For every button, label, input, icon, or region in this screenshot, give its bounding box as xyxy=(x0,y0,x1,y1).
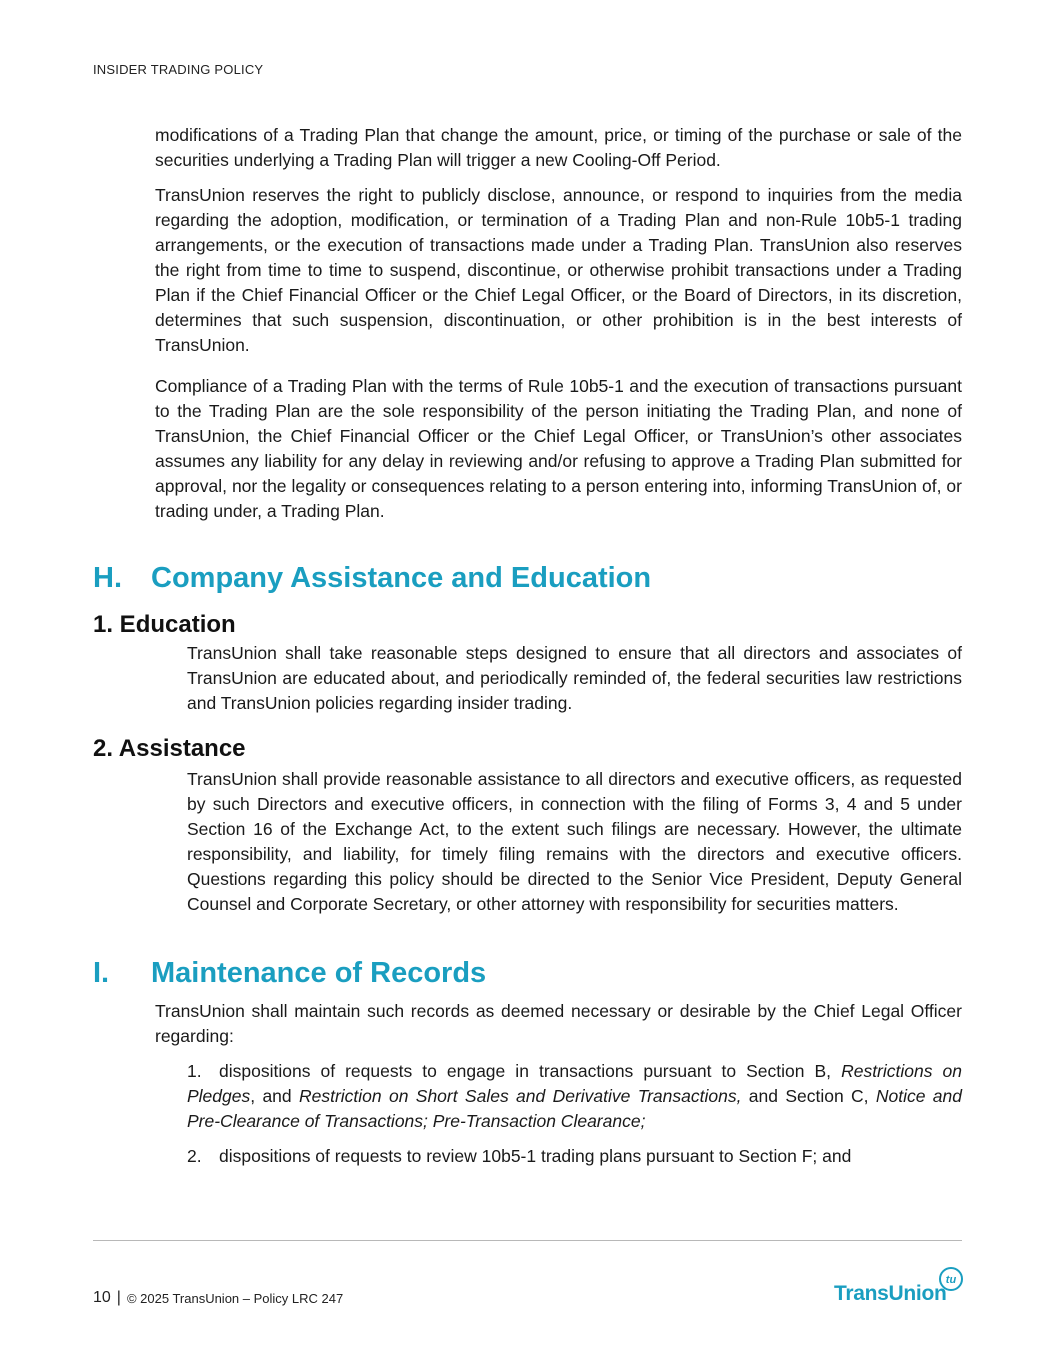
list-item-emphasis: Restrictions on Pledges xyxy=(187,1061,962,1106)
records-intro: TransUnion shall maintain such records as deemed necessary or desirable by the Chief Legal Officer regarding: xyxy=(155,1001,962,1046)
paragraph-disclosure: TransUnion reserves the right to publicly disclose, announce, or respond to inquiries from the media regarding the adoption, modification, or termination of a Trading Plan and non-Rule 10b5-1 trading arrangements, or the execution of transactions made under a Trading Plan. TransUnion also reserves the right from time to time to suspend, discontinue, or otherwise prohibit transactions under a Trading Plan if the Chief Financial Officer or the Chief Legal Officer, or the Board of Directors, in its discretion, determines that such suspension, discontinuation, or other prohibition is in the best interests of TransUnion. xyxy=(155,185,962,355)
page-header: INSIDER TRADING POLICY xyxy=(93,62,264,77)
assistance-body: TransUnion shall provide reasonable assistance to all directors and executive officers, as requested by such Directors and executive officers, in connection with the filing of Forms 3, 4 and 5 under Section 16 of the Exchange Act, to the extent such filings are necessary. However, the ultimate responsibility, and liability, for timely filing remains with the directors and executive officers. Questions regarding this policy should be directed to the Senior Vice President, Deputy General Counsel and Corporate Secretary, or other attorney with responsibility for securities matters. xyxy=(187,769,962,914)
list-item-number: 1. xyxy=(187,1061,202,1081)
logo-badge-text: tu xyxy=(945,1274,957,1286)
transunion-logo xyxy=(834,1266,966,1306)
education-body: TransUnion shall take reasonable steps designed to ensure that all directors and associates of TransUnion are educated about, and periodically reminded of, the federal securities law restrictions and TransUnion policies regarding insider trading. xyxy=(187,643,962,713)
section-h-title: Company Assistance and Education xyxy=(151,562,652,594)
section-i-title: Maintenance of Records xyxy=(151,957,487,989)
list-item-text: , and xyxy=(250,1086,299,1106)
list-item-text: dispositions of requests to engage in transactions pursuant to Section B, xyxy=(219,1061,842,1081)
section-i-heading xyxy=(93,955,962,991)
logo-wordmark: TransUnion xyxy=(834,1282,947,1305)
document-body xyxy=(93,123,962,1169)
section-h-letter: H. xyxy=(93,562,122,594)
list-item-text: dispositions of requests to review 10b5-1 trading plans pursuant to Section F; and xyxy=(219,1146,852,1166)
page-number: 10 xyxy=(93,1289,111,1306)
list-item-text: and Section C, xyxy=(741,1086,876,1106)
copyright-notice: © 2025 TransUnion – Policy LRC 247 xyxy=(126,1290,344,1306)
section-i-letter: I. xyxy=(93,957,110,989)
paragraph-compliance: Compliance of a Trading Plan with the terms of Rule 10b5-1 and the execution of transactions pursuant to the Trading Plan are the sole responsibility of the person initiating the Trading Plan, and none of TransUnion, the Chief Financial Officer or the Chief Legal Officer, or TransUnion’s other associates assumes any liability for any delay in reviewing and/or refusing to approve a Trading Plan submitted for approval, nor the legality or consequences relating to a person entering into, informing TransUnion of, or trading under, a Trading Plan. xyxy=(155,376,962,521)
list-item xyxy=(187,1144,962,1169)
list-item-number: 2. xyxy=(187,1146,202,1166)
list-item xyxy=(187,1059,962,1134)
page-footer xyxy=(93,1289,343,1307)
tu-badge-icon xyxy=(938,1266,964,1292)
section-h-heading xyxy=(93,560,962,596)
paragraph-cooling-off: modifications of a Trading Plan that change the amount, price, or timing of the purchase or sale of the securities underlying a Trading Plan will trigger a new Cooling-Off Period. xyxy=(155,125,962,170)
footer-divider xyxy=(93,1240,962,1241)
education-heading: 1. Education xyxy=(93,611,236,638)
list-item-emphasis: Notice and Pre-Clearance of Transactions; Pre-Transaction Clearance; xyxy=(187,1086,962,1131)
footer-separator: | xyxy=(116,1289,121,1306)
assistance-heading: 2. Assistance xyxy=(93,735,246,762)
list-item-emphasis: Restriction on Short Sales and Derivative Transactions, xyxy=(298,1086,742,1106)
